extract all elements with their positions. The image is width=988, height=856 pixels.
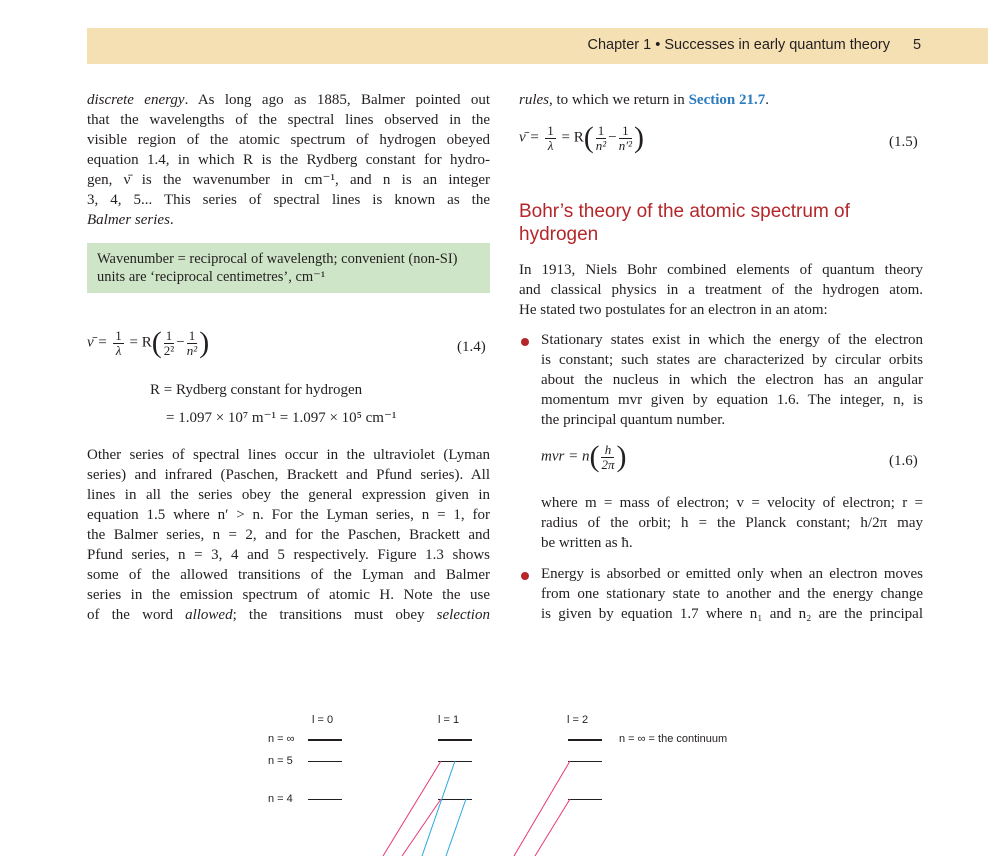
text-line: where m = mass of electron; v = velocity of electron; r = (541, 495, 923, 511)
rules-line: rules, to which we return in Section 21.7. (519, 92, 769, 108)
text-line: lines in all the series obey the general expression given in (87, 487, 490, 503)
equation-number-1-5: (1.5) (889, 134, 918, 150)
text-line: radius of the orbit; h = the Planck constant; h/2π may (541, 515, 923, 531)
equation-1-5: ν̄ = $\frac{1}{\lambda}$ = R( $\frac{1}{\text{n²}}$ − $\frac{1}{\text{n′²}}$ ) (519, 121, 644, 154)
continuum-label: n = ∞ = the continuum (619, 733, 728, 745)
text-line: and classical physics in a treatment of the hydrogen atom. (519, 282, 923, 298)
equation-number-1-4: (1.4) (457, 339, 486, 355)
text-line: equation 1.5 where n′ > n. For the Lyman series, n = 1, for (87, 507, 490, 523)
lyman-transition-line (514, 761, 570, 856)
equation-1-6: mvr = n( $\frac{h}{2\pi}$ ) (541, 440, 627, 473)
rydberg-definition: R = Rydberg constant for hydrogen (150, 382, 363, 398)
text-line: Stationary states exist in which the energy of the electron (541, 332, 923, 348)
text-line: visible region of the atomic spectrum of hydrogen obeyed (87, 132, 490, 148)
text-line: series in the emission spectrum of atomic H. Note the use (87, 587, 490, 603)
l0-column-label: l = 0 (312, 714, 334, 726)
balmer-transition-line (422, 761, 455, 856)
section-link[interactable]: Section 21.7 (688, 92, 766, 108)
text-line: Pfund series, n = 3, 4 and 5 respectively. Figure 1.3 shows (87, 547, 490, 563)
text-line: Balmer series. (87, 212, 174, 228)
text-line: of the word allowed; the transitions must obey selection (87, 607, 490, 623)
text-line: series) and infrared (Paschen, Brackett and Pfund series). All (87, 467, 490, 483)
text-line: In 1913, Niels Bohr combined elements of quantum theory (519, 262, 923, 278)
text-line: momentum mvr given by equation 1.6. The integer, n, is (541, 392, 923, 408)
text-line: He stated two postulates for an electron in an atom: (519, 302, 828, 318)
l2-column-label: l = 2 (567, 714, 589, 726)
text-line: about the nucleus in which the electron has an angular (541, 372, 923, 388)
text-line: is given by equation 1.7 where n₁ and n₂ are the principal (541, 606, 923, 622)
lyman-transition-line (402, 799, 441, 856)
balmer-transition-line (446, 799, 466, 856)
text-line: the principal quantum number. (541, 412, 726, 428)
page-number: 5 (913, 37, 922, 53)
text-line: the Balmer series, n = 2, and for the Paschen, Brackett and (87, 527, 490, 543)
n-infinity-label: n = ∞ (268, 733, 295, 745)
text-line: from one stationary state to another and the energy change (541, 586, 923, 602)
text-line: be written as ħ. (541, 535, 633, 551)
text-line: that the wavelengths of the spectral lines observed in the (87, 112, 490, 128)
running-header: Chapter 1 • Successes in early quantum theory (587, 37, 890, 53)
section-heading: Bohr’s theory of the atomic spectrum of hydrogen (519, 201, 850, 245)
text-line: gen, ν̄ is the wavenumber in cm⁻¹, and n is an integer (87, 172, 490, 188)
text-line: 3, 4, 5... This series of spectral lines is known as the (87, 192, 490, 208)
n5-label: n = 5 (268, 755, 293, 767)
equation-1-4: ν̄ = $\frac{1}{\lambda}$ = R( $\frac{1}{\text{2²}}$ − $\frac{1}{\text{n²}}$ ) (87, 326, 210, 359)
text-line: some of the allowed transitions of the Lyman and Balmer (87, 567, 490, 583)
text-line: discrete energy. As long ago as 1885, Balmer pointed out (87, 92, 490, 108)
rydberg-value: = 1.097 × 10⁷ m⁻¹ = 1.097 × 10⁵ cm⁻¹ (166, 410, 397, 426)
n4-label: n = 4 (268, 793, 293, 805)
text-line: Other series of spectral lines occur in the ultraviolet (Lyman (87, 447, 490, 463)
text-line: Energy is absorbed or emitted only when an electron moves (541, 566, 923, 582)
text-line: is constant; such states are characterized by circular orbits (541, 352, 923, 368)
text-line: equation 1.4, in which R is the Rydberg constant for hydro- (87, 152, 490, 168)
equation-number-1-6: (1.6) (889, 453, 918, 469)
margin-note: Wavenumber = reciprocal of wavelength; convenient (non-SI) units are ‘reciprocal centimetres’, cm⁻¹ (87, 243, 490, 293)
lyman-transition-line (535, 799, 570, 856)
l1-column-label: l = 1 (438, 714, 460, 726)
